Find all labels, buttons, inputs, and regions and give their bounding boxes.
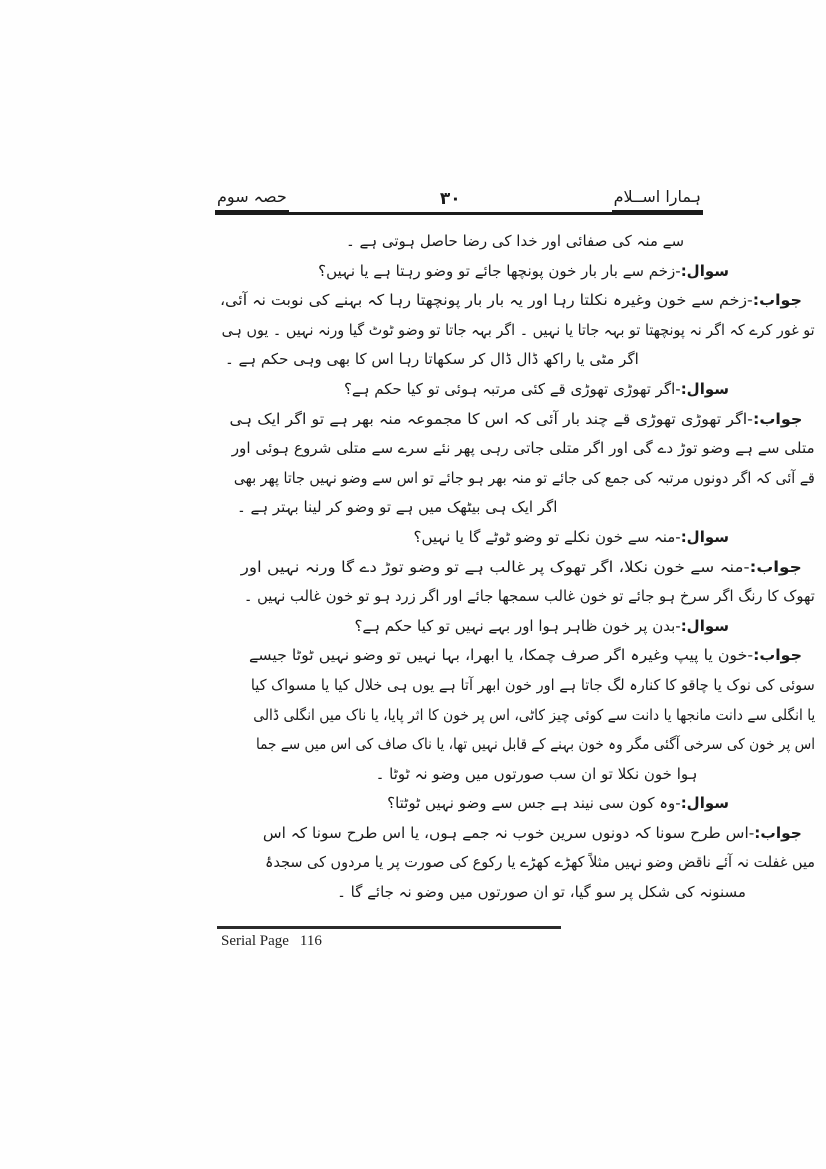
question-line: سوال:-منہ سے خون نکلے تو وضو ٹوٹے گا یا نہیں؟ (413, 527, 729, 546)
text-line: اگر مٹی یا راکھ ڈال ڈال کر سکھاتا رہا اس کا بھی وہی حکم ہے ۔ (225, 350, 639, 369)
page-header (215, 186, 703, 212)
footer-rule (217, 926, 561, 929)
qa-prefix: جواب: (754, 823, 802, 842)
answer-line: جواب:-منہ سے خون نکلا، اگر تھوک پر غالب ہے تو وضو توڑ دے گا ورنہ نہیں اور (241, 557, 802, 576)
qa-prefix: سوال: (680, 794, 729, 813)
serial-page-label: Serial Page (221, 933, 289, 949)
text-line: اس پر خون کی سرخی آگئی مگر وہ خون بہنے کے قابل نہیں تھا، یا ناک صاف کی اس میں سے جما (256, 735, 815, 754)
question-line: سوال:-وہ کون سی نیند ہے جس سے وضو نہیں ٹوٹتا؟ (387, 794, 729, 813)
answer-line: جواب:-اگر تھوڑی تھوڑی قے چند بار آئی کہ اس کا مجموعہ منہ بھر ہے تو اگر ایک ہی (229, 409, 802, 428)
page-number: ۳۰ (439, 189, 461, 209)
answer-line: جواب:-اس طرح سونا کہ دونوں سرین خوب نہ جمے ہوں، یا اس طرح سونا کہ اس (263, 823, 802, 842)
text-line: ہوا خون نکلا تو ان سب صورتوں میں وضو نہ ٹوٹا ۔ (375, 764, 698, 783)
qa-prefix: سوال: (680, 261, 729, 280)
text-line: سوئی کی نوک یا چاقو کا کنارہ لگ جاتا ہے اور خون ابھر آتا ہے یوں ہی خلال کیا یا مسواک کیا (251, 675, 815, 694)
text-line: میں غفلت نہ آئے ناقض وضو نہیں مثلاً کھڑے کھڑے یا رکوع کی صورت پر یا مردوں کی سجدۂ (265, 853, 815, 872)
question-line: سوال:-زخم سے بار بار خون پونچھا جائے تو وضو رہتا ہے یا نہیں؟ (318, 261, 729, 280)
answer-line: جواب:-خون یا پیپ وغیرہ اگر صرف چمکا، یا ابھرا، بہا نہیں تو وضو نہیں ٹوٹا جیسے (249, 646, 802, 665)
body-text (215, 227, 815, 908)
qa-prefix: سوال: (680, 616, 729, 635)
text-line: تھوک کا رنگ اگر سرخ ہو جائے تو خون غالب سمجھا جائے اور اگر زرد ہو تو خون غالب نہیں ۔ (244, 587, 815, 606)
qa-prefix: جواب: (752, 291, 802, 310)
answer-line: جواب:-زخم سے خون وغیرہ نکلتا رہا اور یہ بار بار پونچھتا رہا کہ بہنے کی نوبت نہ آئی، (220, 291, 802, 310)
qa-prefix: جواب: (749, 557, 802, 576)
text-line: اگر ایک ہی بیٹھک میں ہے تو وضو کر لینا بہتر ہے ۔ (237, 498, 558, 517)
text-line: متلی سے ہے وضو توڑ دے گی اور اگر متلی جاتی رہی پھر نئے سرے سے متلی شروع ہوئی اور (232, 439, 815, 458)
question-line: سوال:-بدن پر خون ظاہر ہوا اور بہے نہیں تو کیا حکم ہے؟ (354, 616, 729, 635)
qa-prefix: جواب: (752, 409, 802, 428)
text-line: سے منہ کی صفائی اور خدا کی رضا حاصل ہوتی ہے ۔ (345, 232, 685, 250)
section-title: حصہ سوم (215, 186, 289, 212)
header-rule (215, 212, 703, 215)
question-line: سوال:-اگر تھوڑی تھوڑی قے کئی مرتبہ ہوئی تو کیا حکم ہے؟ (343, 379, 729, 398)
text-line: تو غور کرے کہ اگر نہ پونچھتا تو بہہ جاتا یا نہیں ۔ اگر بہہ جاتا تو وضو ٹوٹ گیا ورنہ نہیں ۔ یوں ہی (222, 320, 815, 339)
text-line: مسنونہ کی شکل پر سو گیا، تو ان صورتوں میں وضو نہ جائے گا ۔ (337, 883, 746, 902)
text-line: یا انگلی سے دانت مانجھا یا دانت سے کوئی چیز کاٹی، اس پر خون کا اثر پایا، یا ناک میں انگلی ڈالی (253, 705, 815, 724)
book-title: ہمارا اســلام (612, 186, 703, 212)
serial-page-number: 116 (299, 933, 322, 949)
qa-prefix: سوال: (680, 379, 729, 398)
footer-serial (221, 933, 322, 950)
text-line: قے آئی کہ اگر دونوں مرتبہ کی جمع کی جائے تو منہ بھر ہو جائے تو اس سے وضو نہیں جاتا پھر بھی (234, 468, 815, 487)
qa-prefix: سوال: (680, 527, 729, 546)
qa-prefix: جواب: (753, 646, 802, 665)
